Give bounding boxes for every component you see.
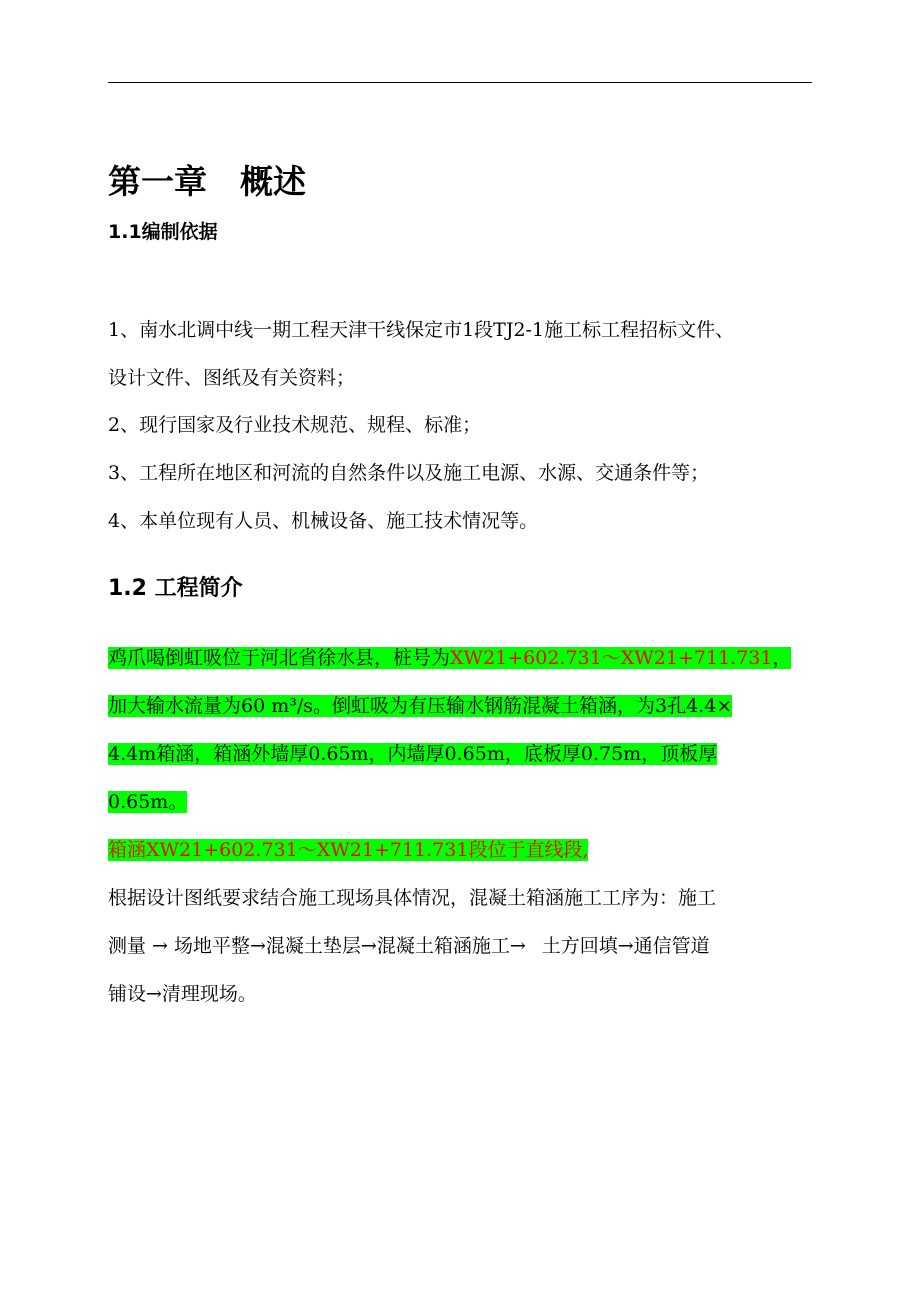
procedure-paragraph-line-2 — [108, 931, 710, 961]
highlighted-text: 0.65m。 — [108, 791, 188, 813]
basis-item-1-line-2: 设计文件、图纸及有关资料； — [108, 367, 356, 389]
procedure-steps-part-2: 土方回填→通信管道 — [541, 935, 710, 957]
highlighted-station-range: XW21+602.731～XW21+711.731 — [450, 647, 773, 669]
header-rule — [108, 82, 812, 83]
basis-item-4: 4、本单位现有人员、机械设备、施工技术情况等。 — [108, 510, 539, 532]
basis-item-3: 3、工程所在地区和河流的自然条件以及施工电源、水源、交通条件等； — [108, 462, 710, 484]
highlighted-text: ， — [772, 647, 792, 669]
overview-paragraph-line-4 — [108, 787, 187, 817]
basis-item-1-line-1: 1、南水北调中线一期工程天津干线保定市1段TJ2-1施工标工程招标文件、 — [108, 319, 735, 341]
highlighted-text: 加大输水流量为60 m³/s。倒虹吸为有压输水钢筋混凝土箱涵，为3孔4.4× — [108, 695, 733, 717]
overview-paragraph-line-2 — [108, 691, 732, 721]
highlighted-text: 鸡爪喝倒虹吸位于河北省徐水县，桩号为 — [108, 647, 451, 669]
procedure-steps-part-1: 测量 → 场地平整→混凝土垫层→混凝土箱涵施工→ — [108, 935, 526, 957]
basis-item-2: 2、现行国家及行业技术规范、规程、标准； — [108, 414, 482, 436]
section-heading-1-2: 1.2 工程简介 — [108, 576, 243, 601]
overview-paragraph-line-1 — [108, 643, 791, 673]
highlighted-text: 4.4m箱涵，箱涵外墙厚0.65m，内墙厚0.65m，底板厚0.75m，顶板厚 — [108, 743, 718, 765]
straight-section-note — [108, 835, 588, 865]
procedure-paragraph-line-1: 根据设计图纸要求结合施工现场具体情况，混凝土箱涵施工工序为：施工 — [108, 887, 717, 909]
chapter-title: 第一章 概述 — [108, 162, 306, 201]
section-heading-1-1: 1.1编制依据 — [108, 221, 218, 243]
highlighted-red-text: 箱涵XW21+602.731～XW21+711.731段位于直线段, — [108, 839, 589, 861]
overview-paragraph-line-3 — [108, 739, 717, 769]
procedure-paragraph-line-3: 铺设→清理现场。 — [108, 983, 257, 1005]
